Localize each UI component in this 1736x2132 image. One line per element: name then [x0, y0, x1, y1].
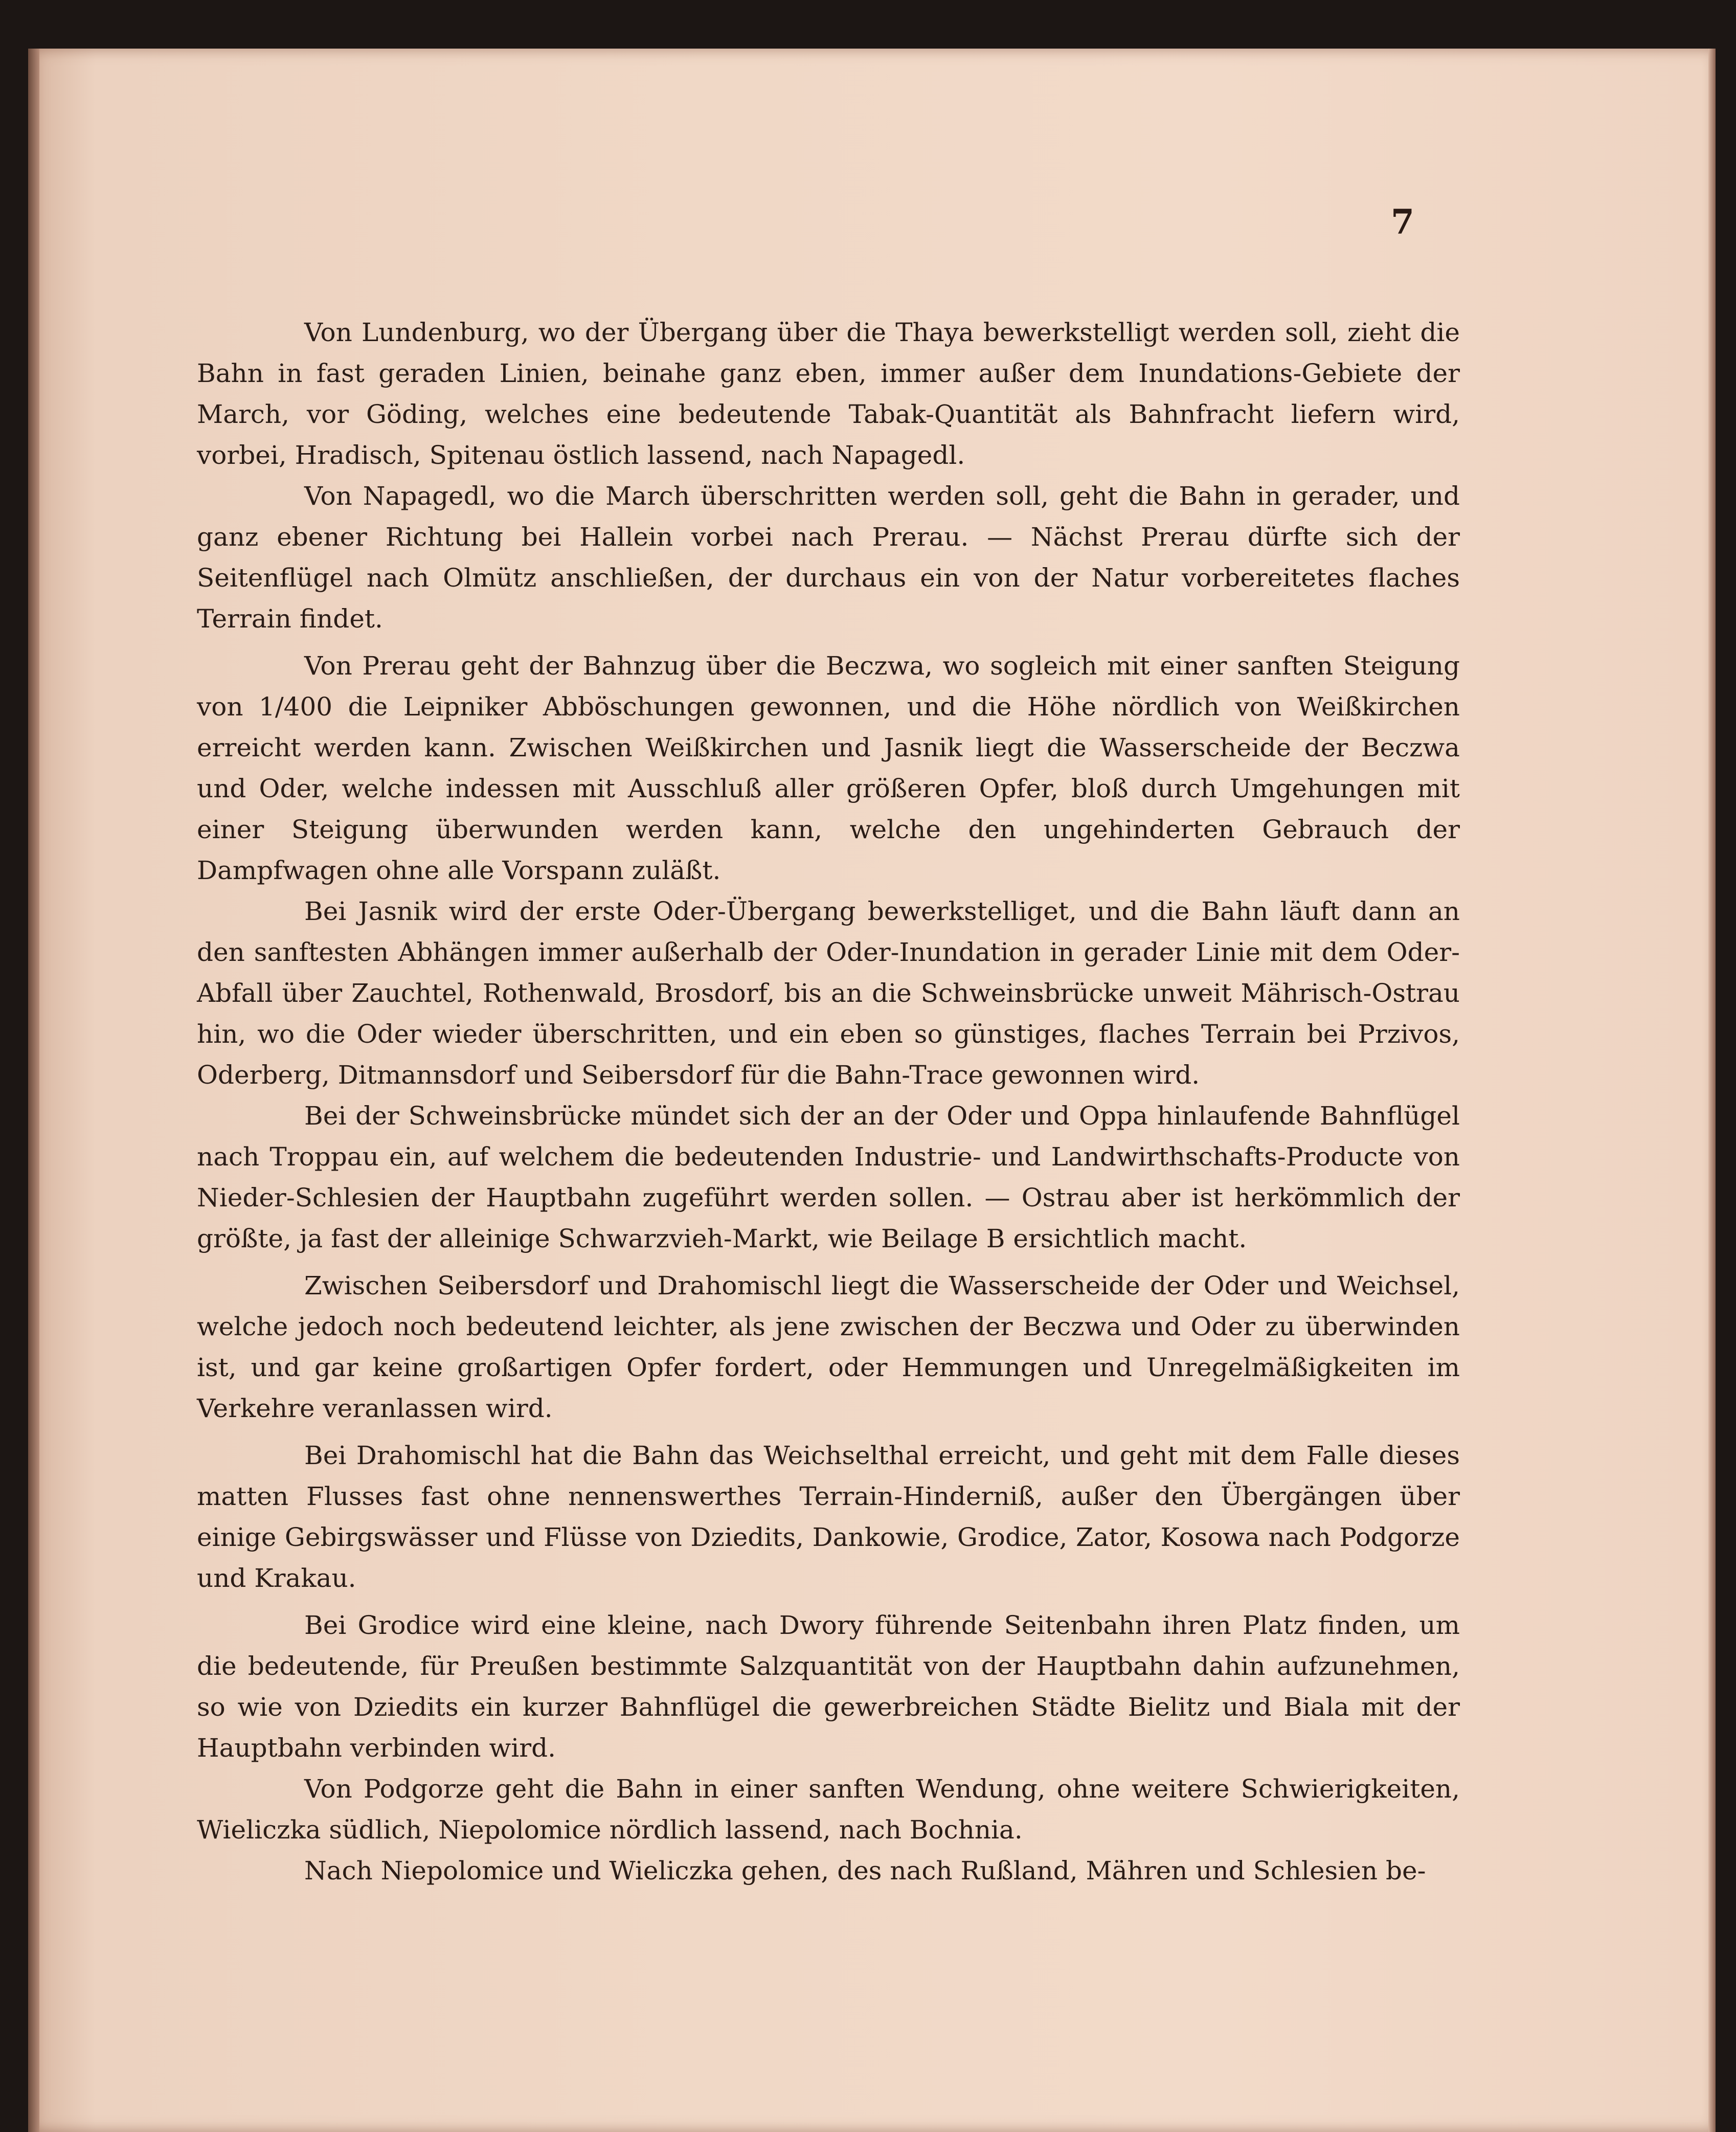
page-body — [197, 312, 1460, 1891]
paragraph: Von Lundenburg, wo der Übergang über die Thaya bewerkstelligt werden soll, zieht die Bahn in fast geraden Linien, beinahe ganz eben, immer außer dem Inundations-Gebiete der March, vor Göding, welches eine bedeutende Tabak-Quantität als Bahnfracht liefern wird, vorbei, Hradisch, Spitenau östlich lassend, nach Napagedl. — [197, 318, 1460, 470]
paragraph: Von Napagedl, wo die March überschritten werden soll, geht die Bahn in gerader, und ganz ebener Richtung bei Hallein vorbei nach Prerau. — Nächst Prerau dürfte sich der Seitenflügel nach Olmütz anschließen, der durchaus ein von der Natur vorbereitetes flaches Terrain findet. — [197, 481, 1460, 634]
page-number: 7 — [1391, 202, 1414, 242]
paragraph: Bei Jasnik wird der erste Oder-Übergang bewerkstelliget, und die Bahn läuft dann an den sanftesten Abhängen immer außerhalb der Oder-Inundation in gerader Linie mit dem Oder-Abfall über Zauchtel, Rothenwald, Brosdorf, bis an die Schweinsbrücke unweit Mährisch-Ostrau hin, wo die Oder wieder überschritten, und ein eben so günstiges, flaches Terrain bei Przivos, Oderberg, Ditmannsdorf und Seibersdorf für die Bahn-Trace gewonnen wird. — [197, 896, 1460, 1090]
book-page — [28, 49, 1716, 2132]
paragraph: Von Podgorze geht die Bahn in einer sanften Wendung, ohne weitere Schwierigkeiten, Wieliczka südlich, Niepolomice nördlich lassend, nach Bochnia. — [197, 1774, 1460, 1845]
paragraph: Bei Grodice wird eine kleine, nach Dwory führende Seitenbahn ihren Platz finden, um die bedeutende, für Preußen bestimmte Salzquantität von der Hauptbahn dahin aufzunehmen, so wie von Dziedits ein kurzer Bahnflügel die gewerbreichen Städte Bielitz und Biala mit der Hauptbahn verbinden wird. — [197, 1610, 1460, 1763]
paragraph: Bei der Schweinsbrücke mündet sich der an der Oder und Oppa hinlaufende Bahnflügel nach Troppau ein, auf welchem die bedeutenden Industrie- und Landwirthschafts-Producte von Nieder-Schlesien der Hauptbahn zugeführt werden sollen. — Ostrau aber ist herkömmlich der größte, ja fast der alleinige Schwarzvieh-Markt, wie Beilage B ersichtlich macht. — [197, 1101, 1460, 1253]
paragraph: Nach Niepolomice und Wieliczka gehen, des nach Rußland, Mähren und Schlesien be- — [304, 1856, 1426, 1886]
paragraph: Zwischen Seibersdorf und Drahomischl liegt die Wasserscheide der Oder und Weichsel, welche jedoch noch bedeutend leichter, als jene zwischen der Beczwa und Oder zu überwinden ist, und gar keine großartigen Opfer fordert, oder Hemmungen und Unregelmäßigkeiten im Verkehre veranlassen wird. — [197, 1271, 1460, 1423]
page-outer-edge — [1708, 49, 1716, 2132]
paragraph: Von Prerau geht der Bahnzug über die Beczwa, wo sogleich mit einer sanften Steigung von 1/400 die Leipniker Abböschungen gewonnen, und die Höhe nördlich von Weißkirchen erreicht werden kann. Zwischen Weißkirchen und Jasnik liegt die Wasserscheide der Beczwa und Oder, welche indessen mit Ausschluß aller größeren Opfer, bloß durch Umgehungen mit einer Steigung überwunden werden kann, welche den ungehinderten Gebrauch der Dampfwagen ohne alle Vorspann zuläßt. — [197, 651, 1460, 885]
page-binding-edge — [28, 49, 39, 2132]
paragraph: Bei Drahomischl hat die Bahn das Weichselthal erreicht, und geht mit dem Falle dieses matten Flusses fast ohne nennenswerthes Terrain-Hinderniß, außer den Übergängen über einige Gebirgswässer und Flüsse von Dziedits, Dankowie, Grodice, Zator, Kosowa nach Podgorze und Krakau. — [197, 1441, 1460, 1593]
